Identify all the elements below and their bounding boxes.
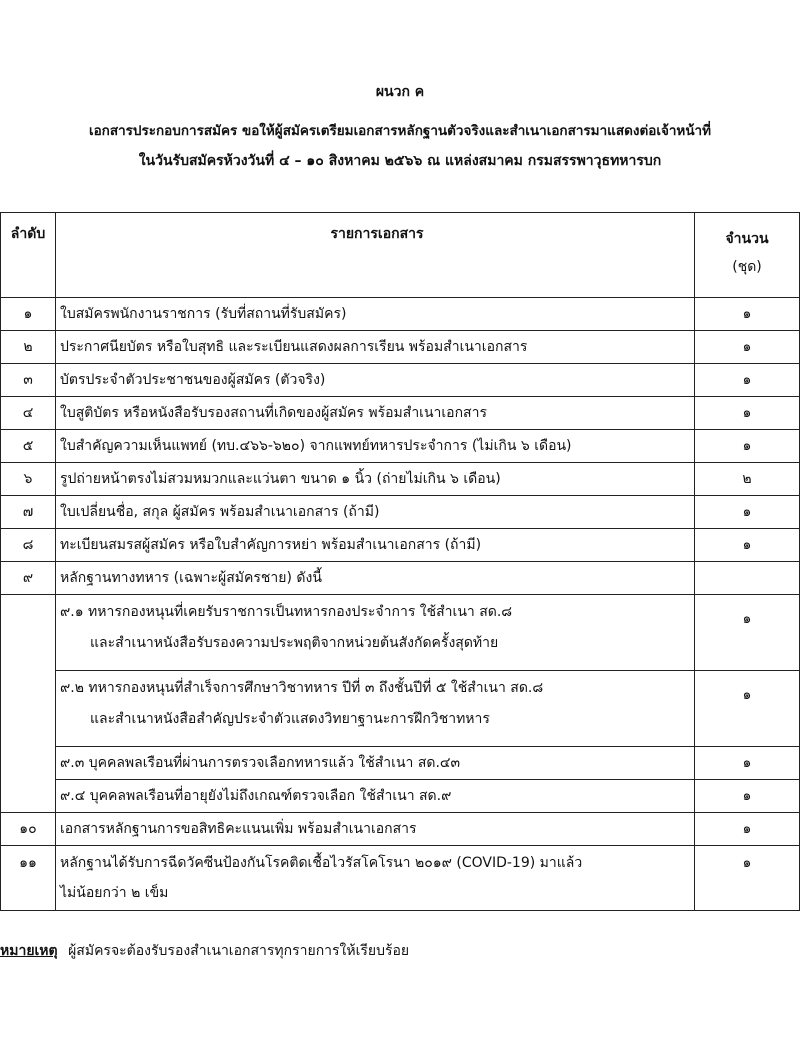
row-desc: เอกสารหลักฐานการขอสิทธิคะแนนเพิ่ม พร้อมสำเนาเอกสาร xyxy=(56,813,695,846)
subrow-qty: ๑ xyxy=(695,595,800,671)
table-subrow xyxy=(1,747,800,780)
row-qty: ๑ xyxy=(695,364,800,397)
row-no: ๓ xyxy=(1,364,56,397)
row-no: ๕ xyxy=(1,430,56,463)
heading-line-2: ในวันรับสมัครห้วงวันที่ ๔ – ๑๐ สิงหาคม ๒๕๖๖ ณ แหล่งสมาคม กรมสรรพาวุธทหารบก xyxy=(138,153,662,169)
header-qty-unit: (ชุด) xyxy=(732,259,762,275)
row-qty: ๒ xyxy=(695,463,800,496)
subrow-desc xyxy=(56,671,695,747)
row-qty xyxy=(695,562,800,595)
row-desc xyxy=(56,846,695,911)
table-row xyxy=(1,463,800,496)
row-desc: ใบสำคัญความเห็นแพทย์ (ทบ.๔๖๖-๖๒๐) จากแพทย์ทหารประจำการ (ไม่เกิน ๖ เดือน) xyxy=(56,430,695,463)
subrow-no-blank xyxy=(1,595,56,813)
subrow-desc: ๙.๔ บุคคลพลเรือนที่อายุยังไม่ถึงเกณฑ์ตรวจเลือก ใช้สำเนา สด.๙ xyxy=(56,780,695,813)
row-no: ๑ xyxy=(1,298,56,331)
row-no: ๑๑ xyxy=(1,846,56,911)
table-row xyxy=(1,846,800,911)
table-row xyxy=(1,496,800,529)
subrow-desc xyxy=(56,595,695,671)
table-row xyxy=(1,562,800,595)
row-no: ๑๐ xyxy=(1,813,56,846)
footnote-text: ผู้สมัครจะต้องรับรองสำเนาเอกสารทุกรายการให้เรียบร้อย xyxy=(68,943,410,959)
table-subrow xyxy=(1,780,800,813)
row-desc: หลักฐานทางทหาร (เฉพาะผู้สมัครชาย) ดังนี้ xyxy=(56,562,695,595)
table-row xyxy=(1,298,800,331)
header-desc: รายการเอกสาร xyxy=(56,213,695,298)
row-qty: ๑ xyxy=(695,298,800,331)
subrow-line-2: และสำเนาหนังสือรับรองความประพฤติจากหน่วยต้นสังกัดครั้งสุดท้าย xyxy=(90,635,499,651)
row-line-1: หลักฐานได้รับการฉีดวัคซีนป้องกันโรคติดเชื้อไวรัสโคโรนา ๒๐๑๙ (COVID-19) มาแล้ว xyxy=(60,855,583,871)
documents-table xyxy=(0,212,800,911)
row-desc: รูปถ่ายหน้าตรงไม่สวมหมวกและแว่นตา ขนาด ๑ นิ้ว (ถ่ายไม่เกิน ๖ เดือน) xyxy=(56,463,695,496)
table-subrow xyxy=(1,671,800,747)
subrow-line-2: และสำเนาหนังสือสำคัญประจำตัวแสดงวิทยาฐานะการฝึกวิชาทหาร xyxy=(90,711,490,727)
row-no: ๒ xyxy=(1,331,56,364)
row-no: ๙ xyxy=(1,562,56,595)
row-qty: ๑ xyxy=(695,846,800,911)
row-qty: ๑ xyxy=(695,331,800,364)
subrow-desc: ๙.๓ บุคคลพลเรือนที่ผ่านการตรวจเลือกทหารแล้ว ใช้สำเนา สด.๔๓ xyxy=(56,747,695,780)
table-subrow xyxy=(1,595,800,671)
heading-line-1: เอกสารประกอบการสมัคร ขอให้ผู้สมัครเตรียมเอกสารหลักฐานตัวจริงและสำเนาเอกสารมาแสดงต่อเจ้าหน้าที่ xyxy=(88,123,712,139)
subrow-line-1: ๙.๑ ทหารกองหนุนที่เคยรับราชการเป็นทหารกองประจำการ ใช้สำเนา สด.๘ xyxy=(60,604,513,620)
row-no: ๔ xyxy=(1,397,56,430)
row-no: ๗ xyxy=(1,496,56,529)
row-qty: ๑ xyxy=(695,496,800,529)
header-qty-label: จำนวน xyxy=(725,231,769,247)
table-row xyxy=(1,430,800,463)
row-line-2: ไม่น้อยกว่า ๒ เข็ม xyxy=(60,885,169,901)
row-qty: ๑ xyxy=(695,397,800,430)
row-desc: ใบสูติบัตร หรือหนังสือรับรองสถานที่เกิดของผู้สมัคร พร้อมสำเนาเอกสาร xyxy=(56,397,695,430)
table-row xyxy=(1,397,800,430)
row-desc: ประกาศนียบัตร หรือใบสุทธิ และระเบียนแสดงผลการเรียน พร้อมสำเนาเอกสาร xyxy=(56,331,695,364)
row-no: ๖ xyxy=(1,463,56,496)
subrow-qty: ๑ xyxy=(695,780,800,813)
subrow-qty: ๑ xyxy=(695,747,800,780)
header-no: ลำดับ xyxy=(1,213,56,298)
footnote xyxy=(0,940,409,962)
row-desc: ทะเบียนสมรสผู้สมัคร หรือใบสำคัญการหย่า พร้อมสำเนาเอกสาร (ถ้ามี) xyxy=(56,529,695,562)
table-row xyxy=(1,364,800,397)
appendix-title: ผนวก ค xyxy=(375,84,425,100)
row-desc: บัตรประจำตัวประชาชนของผู้สมัคร (ตัวจริง) xyxy=(56,364,695,397)
subrow-line-1: ๙.๒ ทหารกองหนุนที่สำเร็จการศึกษาวิชาทหาร ปีที่ ๓ ถึงชั้นปีที่ ๕ ใช้สำเนา สด.๘ xyxy=(60,680,544,696)
row-no: ๘ xyxy=(1,529,56,562)
header-qty xyxy=(695,213,800,298)
table-row xyxy=(1,529,800,562)
table-header-row xyxy=(1,213,800,298)
row-qty: ๑ xyxy=(695,430,800,463)
row-qty: ๑ xyxy=(695,529,800,562)
row-desc: ใบเปลี่ยนชื่อ, สกุล ผู้สมัคร พร้อมสำเนาเอกสาร (ถ้ามี) xyxy=(56,496,695,529)
subrow-qty: ๑ xyxy=(695,671,800,747)
row-qty: ๑ xyxy=(695,813,800,846)
row-desc: ใบสมัครพนักงานราชการ (รับที่สถานที่รับสมัคร) xyxy=(56,298,695,331)
table-row xyxy=(1,331,800,364)
footnote-label: หมายเหตุ xyxy=(0,943,58,959)
table-row xyxy=(1,813,800,846)
